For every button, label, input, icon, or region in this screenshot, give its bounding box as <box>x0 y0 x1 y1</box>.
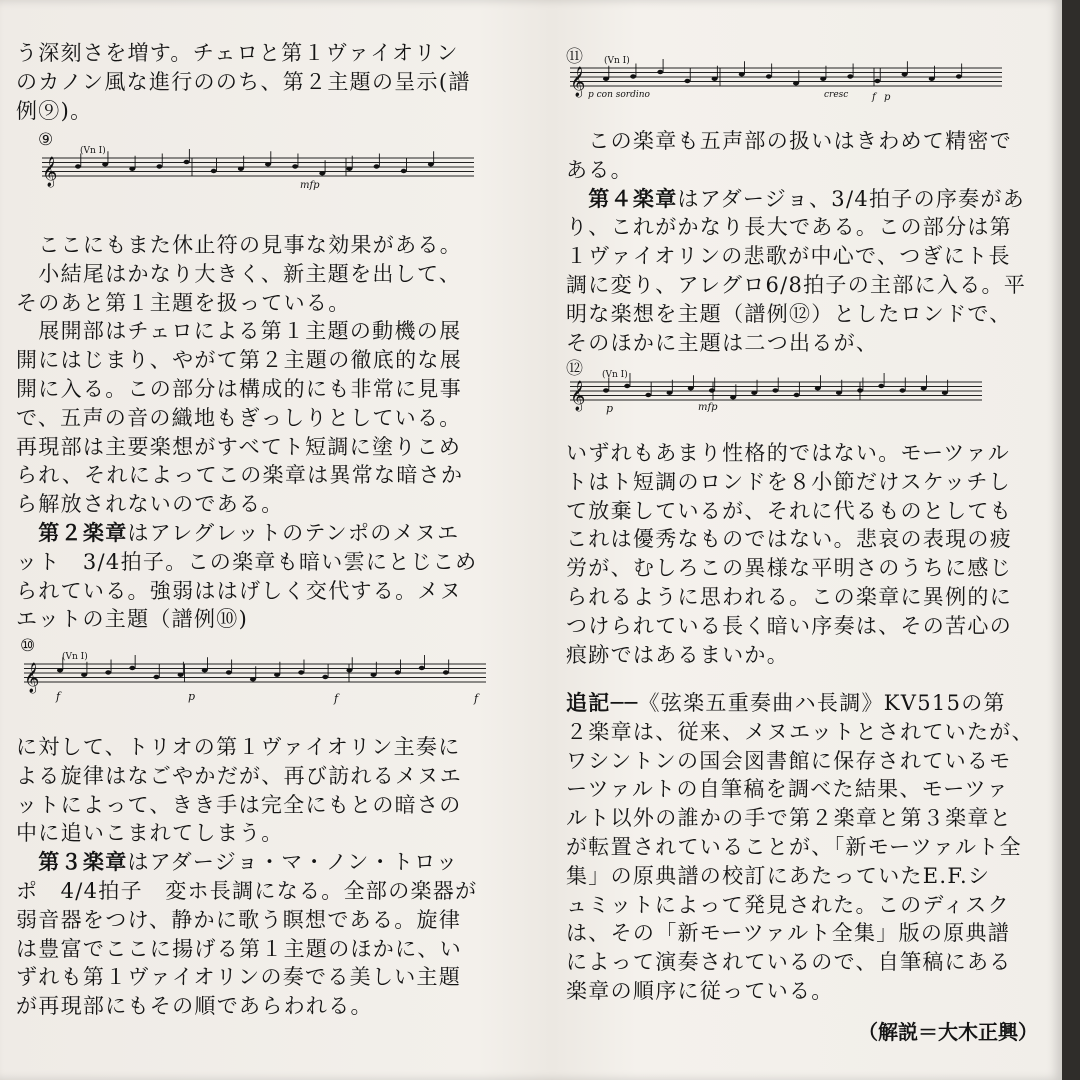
text-run: 楽章の順序に従っている。 <box>566 979 834 1003</box>
text-run: 明な楽想を主題（譜例⑫）としたロンドで、 <box>566 301 1012 326</box>
text-run: が再現部にもその順であらわれる。 <box>16 994 373 1019</box>
text-line <box>566 186 1025 212</box>
dynamic-mark: mfp <box>698 402 718 413</box>
text-run: 開にはじまり、やがて第２主題の徹底的な展 <box>16 348 462 373</box>
text-run: ２楽章は、従来、メヌエットとされていたが、 <box>566 719 1034 744</box>
dynamic-mark: cresc <box>824 90 849 100</box>
text-line <box>566 330 878 356</box>
text-line <box>566 243 1011 269</box>
part-label: (Vn I) <box>602 370 628 380</box>
treble-clef-icon: 𝄞 <box>570 67 586 97</box>
text-run: は、その「新モーツァルト全集」版の原典譜 <box>566 921 1011 946</box>
text-line <box>16 462 463 488</box>
text-run: ら解放されないのである。 <box>16 492 284 517</box>
text-run: 調に変り、アレグロ6/8拍子の主部に入る。平 <box>566 273 1027 297</box>
text-line <box>566 128 1012 154</box>
text-run: 労が、むしろこの異様な平明さのうちに感じ <box>566 556 1012 581</box>
example-number: ⑫ <box>566 359 583 379</box>
treble-clef-icon: 𝄞 <box>42 157 58 187</box>
text-line <box>16 578 462 604</box>
text-line <box>16 936 462 962</box>
text-line <box>566 214 1012 240</box>
music-example-10 <box>20 636 490 706</box>
movement-heading: 追記 <box>566 691 611 715</box>
text-run: いずれもあまり性格的ではない。モーツァル <box>566 441 1011 465</box>
music-example-11 <box>566 42 1006 108</box>
example-number: ⑨ <box>38 130 54 150</box>
movement-heading: 第２楽章 <box>16 521 128 545</box>
text-line <box>16 878 477 904</box>
credit-line: （解説＝大木正興） <box>858 1020 1038 1044</box>
text-line <box>566 613 1012 639</box>
text-run: 集」の原典譜の校訂にあたっていたE.F.シ <box>566 863 991 888</box>
text-run: よる旋律はなごやかだが、再び訪れるメヌエ <box>16 763 462 788</box>
text-run: によって演奏されているので、自筆稿にある <box>566 950 1012 975</box>
text-line <box>16 69 471 95</box>
movement-heading: 第３楽章 <box>16 850 128 875</box>
text-run: この楽章も五声部の扱いはきわめて精密で <box>566 129 1012 153</box>
dynamic-mark: p con sordino <box>588 90 650 100</box>
part-label: (Vn I) <box>62 652 88 662</box>
text-line <box>566 863 990 889</box>
text-line <box>566 805 1012 831</box>
text-run: はアダージョ・マ・ノン・トロッ <box>127 850 459 875</box>
text-line <box>566 892 1010 918</box>
text-run: ずれも第１ヴァイオリンの奏でる美しい主題 <box>16 965 462 990</box>
text-line <box>566 498 1012 524</box>
dynamic-mark: p <box>188 690 196 703</box>
treble-clef-icon: 𝄞 <box>570 381 586 411</box>
text-run: 弱音器をつけ、静かに歌う瞑想である。旋律 <box>16 907 462 932</box>
text-run: られている。強弱ははげしく交代する。メヌ <box>16 578 462 603</box>
text-run: り、これがかなり長大である。この部分は第 <box>566 215 1012 240</box>
text-run: １ヴァイオリンの悲歌が中心で、つぎにト長 <box>566 244 1011 269</box>
text-run: 例⑨)。 <box>16 98 93 123</box>
text-run: 中に追いこまれてしまう。 <box>16 821 284 846</box>
text-run: が転置されていることが、「新モーツァルト全 <box>566 835 1022 859</box>
text-run: ここにもまた休止符の見事な効果がある。 <box>16 233 462 257</box>
text-line <box>566 920 1010 946</box>
text-line <box>16 98 92 124</box>
text-run: られるように思われる。この楽章に異例的に <box>566 585 1012 609</box>
text-line <box>16 964 461 990</box>
text-run: う深刻さを増す。チェロと第１ヴァイオリン <box>16 41 459 65</box>
text-run: ──《弦楽五重奏曲ハ長調》KV515の第 <box>610 691 1006 715</box>
music-example-9 <box>38 130 478 194</box>
text-line <box>566 440 1010 466</box>
text-line <box>16 40 459 66</box>
text-run: ワシントンの国会図書館に保存されているモ <box>566 748 1012 773</box>
text-run: そのあと第１主題を扱っている。 <box>16 290 351 315</box>
text-run: 再現部は主要楽想がすべてト短調に塗りこめ <box>16 434 462 459</box>
text-line <box>16 606 248 632</box>
text-run: トはト短調のロンドを８小節だけスケッチし <box>566 469 1011 494</box>
text-line <box>16 434 461 460</box>
dynamic-mark: mfp <box>300 180 320 191</box>
text-line <box>566 642 789 668</box>
text-line <box>566 555 1012 581</box>
dynamic-mark: p <box>884 92 891 103</box>
text-line <box>566 719 1034 745</box>
text-run: に対して、トリオの第１ヴァイオリン主奏に <box>16 735 461 759</box>
text-run: は豊富でここに揚げる第１主題のほかに、い <box>16 936 462 961</box>
text-line <box>16 261 461 287</box>
dynamic-mark: p <box>606 402 614 415</box>
text-run: ュミットによって発見された。このディスク <box>566 892 1010 917</box>
example-number: ⑪ <box>566 47 583 67</box>
text-line <box>16 820 284 846</box>
text-run: そのほかに主題は二つ出るが、 <box>566 330 879 355</box>
text-line <box>16 318 461 344</box>
part-label: (Vn I) <box>604 56 630 66</box>
text-run: ットによって、きき手は完全にもとの暗さの <box>16 792 462 817</box>
text-line <box>16 549 477 575</box>
text-run: ット 3/4拍子。この楽章も暗い雲にとじこめ <box>16 549 478 574</box>
text-run: ーツァルトの自筆稿を調べた結果、モーツァ <box>566 777 1010 802</box>
text-line <box>566 834 1022 860</box>
text-line <box>566 469 1011 495</box>
text-line <box>16 290 351 316</box>
movement-heading: 第４楽章 <box>566 186 678 211</box>
text-run: 小結尾はかなり大きく、新主題を出して、 <box>16 261 462 286</box>
music-example-12 <box>566 354 986 420</box>
text-line <box>566 748 1011 774</box>
dynamic-mark: f <box>474 692 479 705</box>
text-run: ルト以外の誰かの手で第２楽章と第３楽章と <box>566 806 1012 831</box>
text-run: のカノン風な進行ののち、第２主題の呈示(譜 <box>16 69 471 94</box>
staff-10 <box>20 652 490 704</box>
part-label: (Vn I) <box>80 146 106 156</box>
text-line <box>566 157 633 183</box>
text-line <box>16 907 461 933</box>
text-line <box>566 272 1026 298</box>
text-run: ある。 <box>566 157 633 182</box>
text-line <box>16 376 462 402</box>
text-line <box>16 405 462 431</box>
text-run: て放棄しているが、それに代るものとしても <box>566 498 1012 523</box>
text-run: られ、それによってこの楽章は異常な暗さか <box>16 463 464 488</box>
text-line <box>16 849 458 875</box>
text-line <box>16 491 284 517</box>
text-line <box>566 526 1012 552</box>
text-line <box>566 690 1006 716</box>
text-run: ポ 4/4拍子 変ホ長調になる。全部の楽器が <box>16 879 478 903</box>
text-run: はアダージョ、3/4拍子の序奏があ <box>677 186 1026 211</box>
text-line <box>566 584 1012 610</box>
text-run: で、五声の音の織地もぎっしりとしている。 <box>16 405 462 430</box>
example-number: ⑩ <box>20 636 36 656</box>
dynamic-mark: f <box>872 92 876 103</box>
text-run: これは優秀なものではない。悲哀の表現の疲 <box>566 527 1012 552</box>
text-run: つけられている長く暗い序奏は、その苦心の <box>566 613 1012 638</box>
text-run: エットの主題（譜例⑩) <box>16 607 249 632</box>
dynamic-mark: f <box>56 690 61 703</box>
text-run: 痕跡ではあるまいか。 <box>566 642 789 667</box>
staff-12 <box>566 370 986 416</box>
text-line <box>566 301 1012 327</box>
dynamic-mark: f <box>334 692 339 705</box>
text-line <box>16 993 373 1019</box>
text-run: 展開部はチェロによる第１主題の動機の展 <box>16 319 462 344</box>
text-line <box>566 776 1009 802</box>
text-run: 開に入る。この部分は構成的にも非常に見事 <box>16 377 462 401</box>
text-run: はアレグレットのテンポのメヌエ <box>127 521 460 545</box>
treble-clef-icon: 𝄞 <box>24 663 40 693</box>
text-line <box>16 734 461 760</box>
text-line <box>16 792 462 818</box>
text-line <box>16 347 462 373</box>
text-line <box>16 520 459 546</box>
text-line <box>566 978 834 1004</box>
text-line <box>16 763 462 789</box>
text-line <box>16 232 462 258</box>
text-line <box>566 949 1012 975</box>
